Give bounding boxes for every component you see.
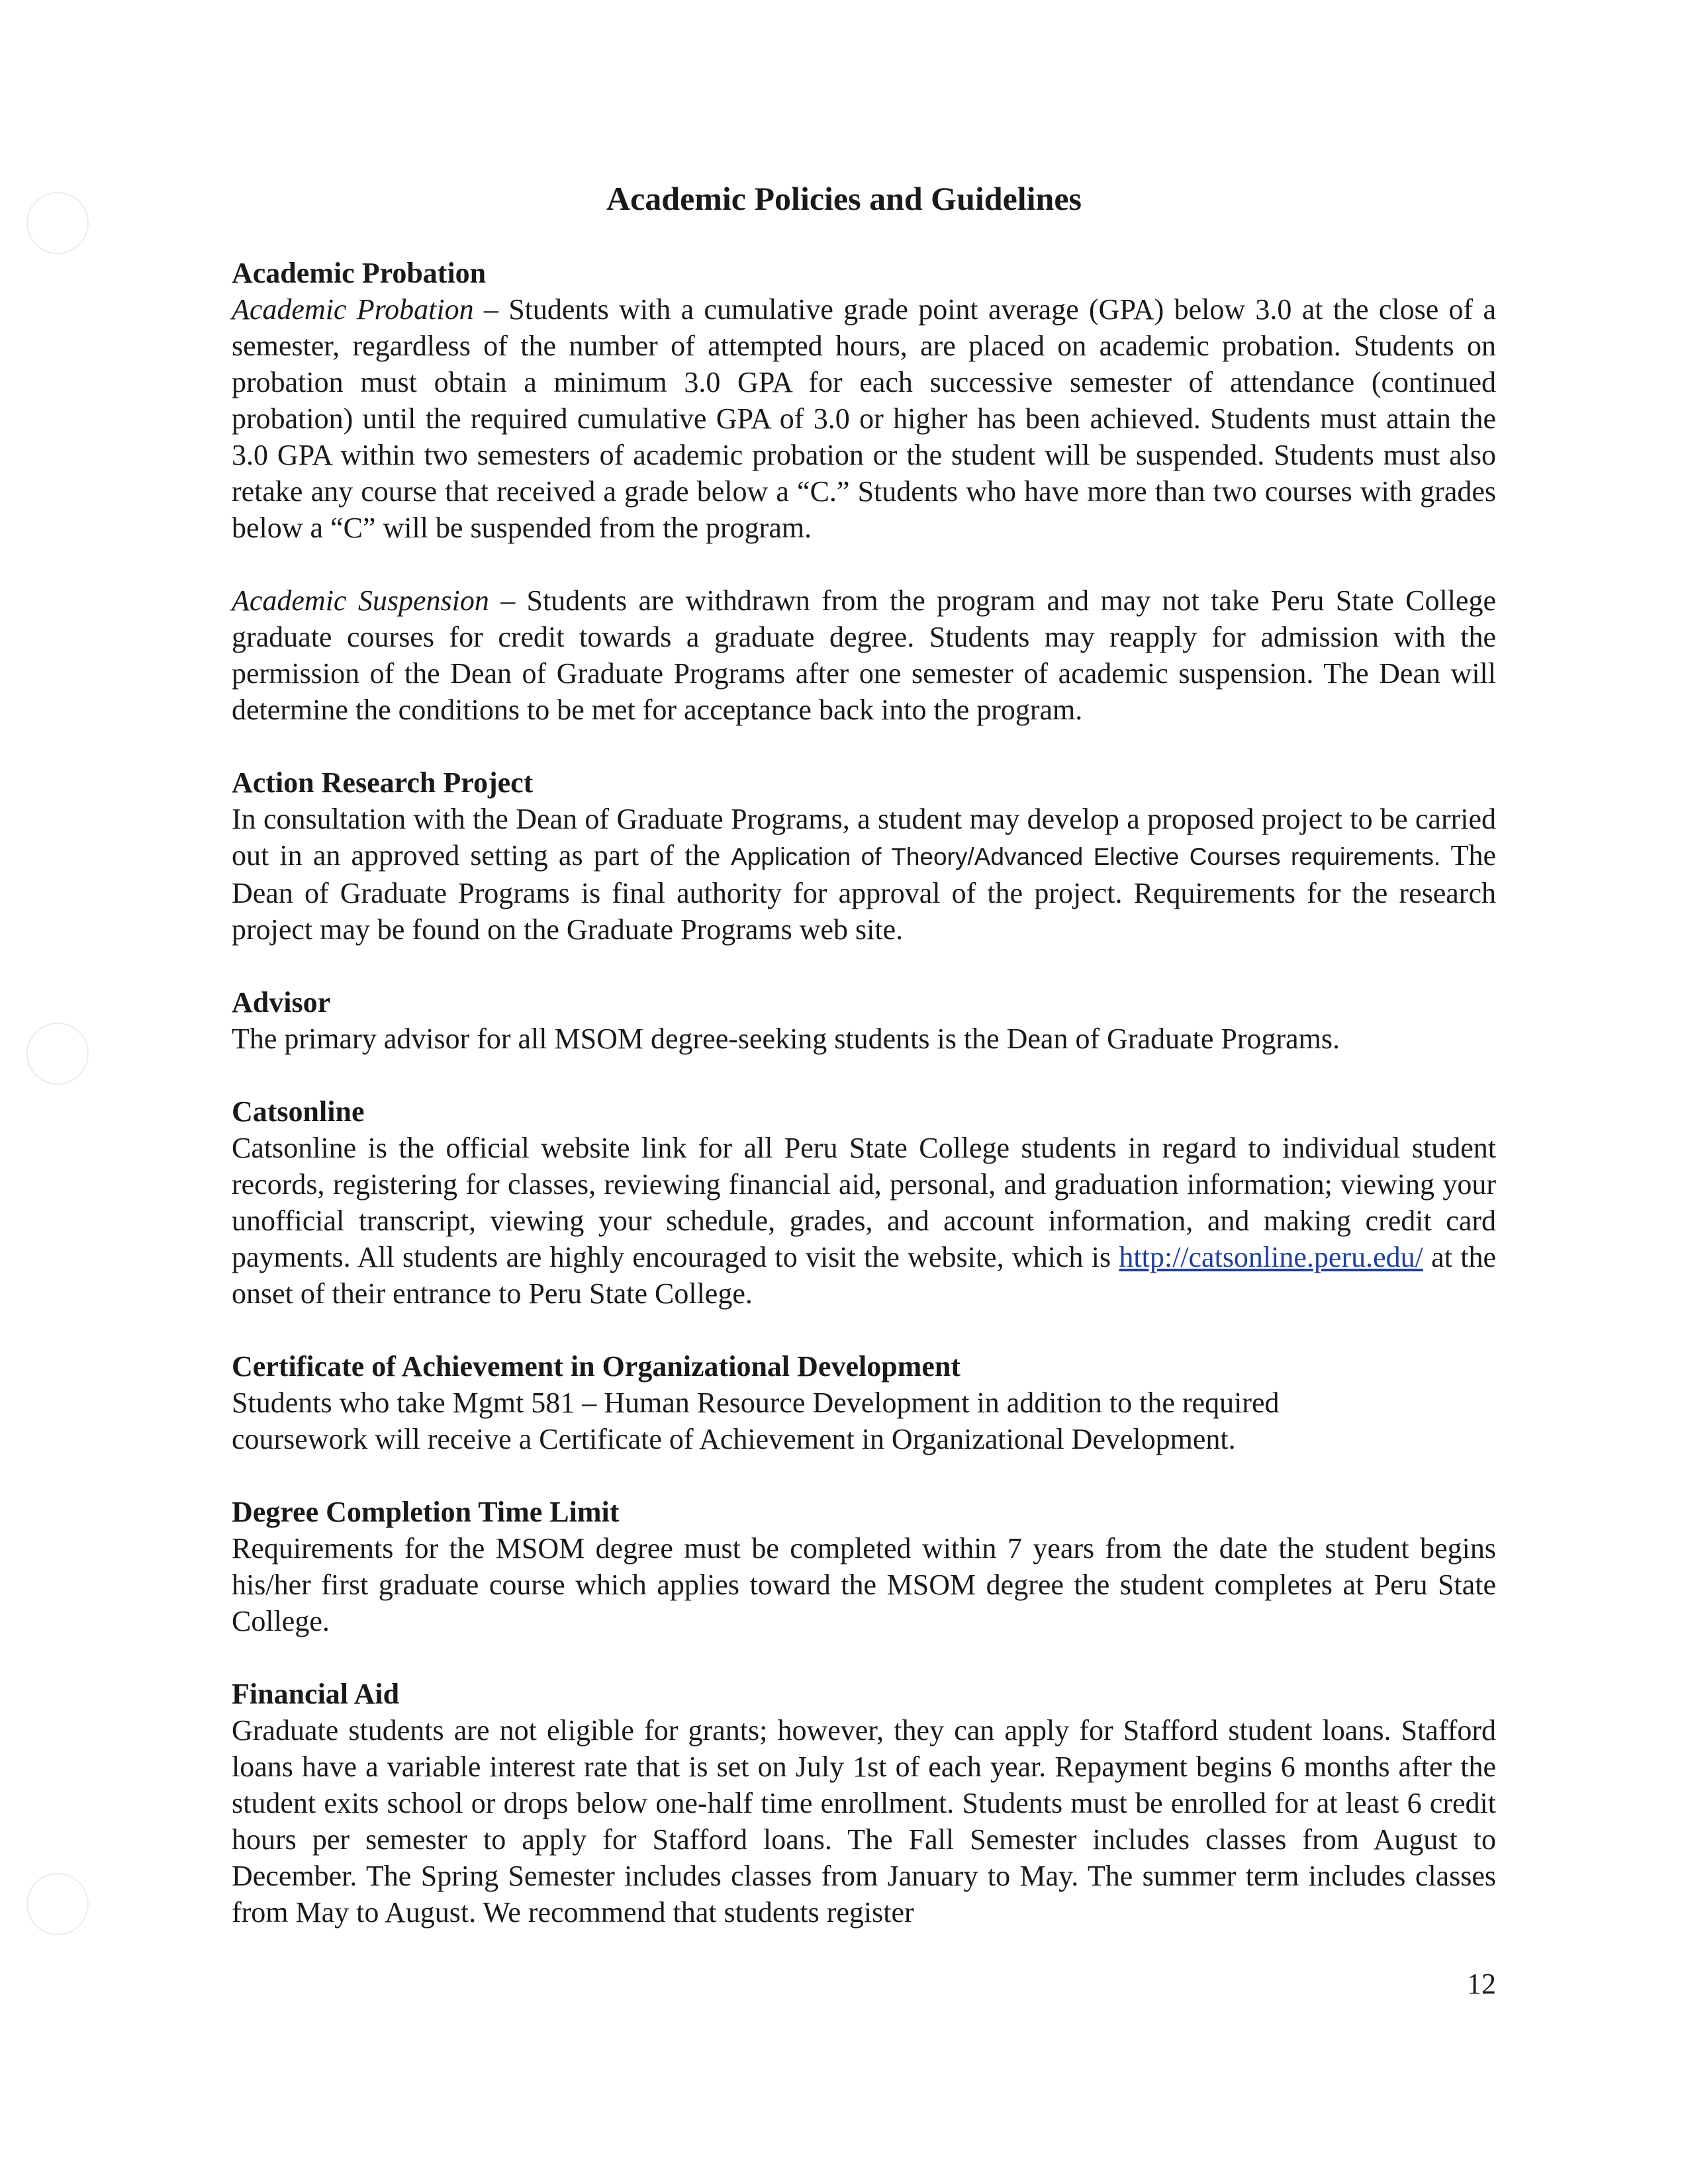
time-limit-paragraph: Requirements for the MSOM degree must be completed within 7 years from the date the student begins his/her first graduate course which applies toward the MSOM degree the student completes at Peru State College.	[232, 1532, 1496, 1637]
section-heading: Certificate of Achievement in Organizational Development	[232, 1350, 961, 1383]
research-paragraph	[232, 801, 1496, 948]
probation-text: – Students with a cumulative grade point average (GPA) below 3.0 at the close of a semester, regardless of the number of attempted hours, are placed on academic probation. Students on probation must obtain a minimum 3.0 GPA for each successive semester of attendance (continued probation) until the required cumulative GPA of 3.0 or higher has been achieved. Students must attain the 3.0 GPA within two semesters of academic probation or the student will be suspended. Students must also retake any course that received a grade below a “C.” Students who have more than two courses with grades below a “C” will be suspended from the program.	[232, 293, 1497, 544]
section-heading: Action Research Project	[232, 766, 534, 799]
catsonline-text-b: at the onset of their entrance to Peru State College.	[232, 1241, 1496, 1310]
advisor-paragraph: The primary advisor for all MSOM degree-seeking students is the Dean of Graduate Programs.	[232, 1023, 1340, 1055]
section-time-limit	[232, 1494, 1496, 1639]
section-advisor	[232, 984, 1496, 1057]
section-certificate	[232, 1348, 1496, 1457]
document-body	[232, 255, 1496, 1931]
catsonline-paragraph	[232, 1130, 1496, 1312]
section-academic-probation	[232, 255, 1496, 728]
section-heading: Catsonline	[232, 1095, 365, 1128]
section-catsonline	[232, 1093, 1496, 1312]
section-heading: Financial Aid	[232, 1678, 400, 1710]
page-title: Academic Policies and Guidelines	[606, 180, 1082, 217]
term-academic-suspension: Academic Suspension	[232, 584, 489, 617]
certificate-line-1: Students who take Mgmt 581 – Human Resource Development in addition to the required	[232, 1387, 1280, 1419]
catsonline-text-a: Catsonline is the official website link for all Peru State College students in regard to individual student records, registering for classes, reviewing financial aid, personal, and graduation information; viewing your unofficial transcript, viewing your schedule, grades, and account information, and making credit card payments. All students are highly encouraged to visit the website, which is	[232, 1132, 1496, 1273]
research-text-b: The Dean of Graduate Programs is final authority for approval of the project. Requirements for the research project may be found on the Graduate Programs web site.	[232, 839, 1496, 946]
research-text-small: Application of Theory/Advanced Elective Courses requirements.	[731, 843, 1441, 870]
section-action-research	[232, 764, 1496, 948]
section-heading: Advisor	[232, 986, 331, 1019]
catsonline-link[interactable]: http://catsonline.peru.edu/	[1119, 1241, 1423, 1273]
page-number: 12	[1467, 1968, 1496, 2000]
punch-hole-bottom	[26, 1873, 89, 1935]
suspension-text: – Students are withdrawn from the program and may not take Peru State College graduate courses for credit towards a graduate degree. Students may reapply for admission with the permission of the Dean of Graduate Programs after one semester of academic suspension. The Dean will determine the conditions to be met for acceptance back into the program.	[232, 584, 1496, 726]
section-heading: Academic Probation	[232, 257, 487, 289]
suspension-paragraph	[232, 582, 1496, 728]
certificate-line-2: coursework will receive a Certificate of Achievement in Organizational Development.	[232, 1423, 1236, 1455]
section-financial-aid	[232, 1676, 1496, 1931]
section-heading: Degree Completion Time Limit	[232, 1496, 620, 1528]
term-academic-probation: Academic Probation	[232, 293, 474, 326]
probation-paragraph	[232, 291, 1496, 546]
punch-hole-middle	[26, 1023, 89, 1085]
research-text-a: In consultation with the Dean of Graduate Programs, a student may develop a proposed project to be carried out in an approved setting as part of the	[232, 803, 1496, 872]
financial-aid-paragraph: Graduate students are not eligible for grants; however, they can apply for Stafford student loans. Stafford loans have a variable interest rate that is set on July 1st of each year. Repayment begins 6 months after the student exits school or drops below one-half time enrollment. Students must be enrolled for at least 6 credit hours per semester to apply for Stafford loans. The Fall Semester includes classes from August to December. The Spring Semester includes classes from January to May. The summer term includes classes from May to August. We recommend that students register	[232, 1714, 1496, 1929]
